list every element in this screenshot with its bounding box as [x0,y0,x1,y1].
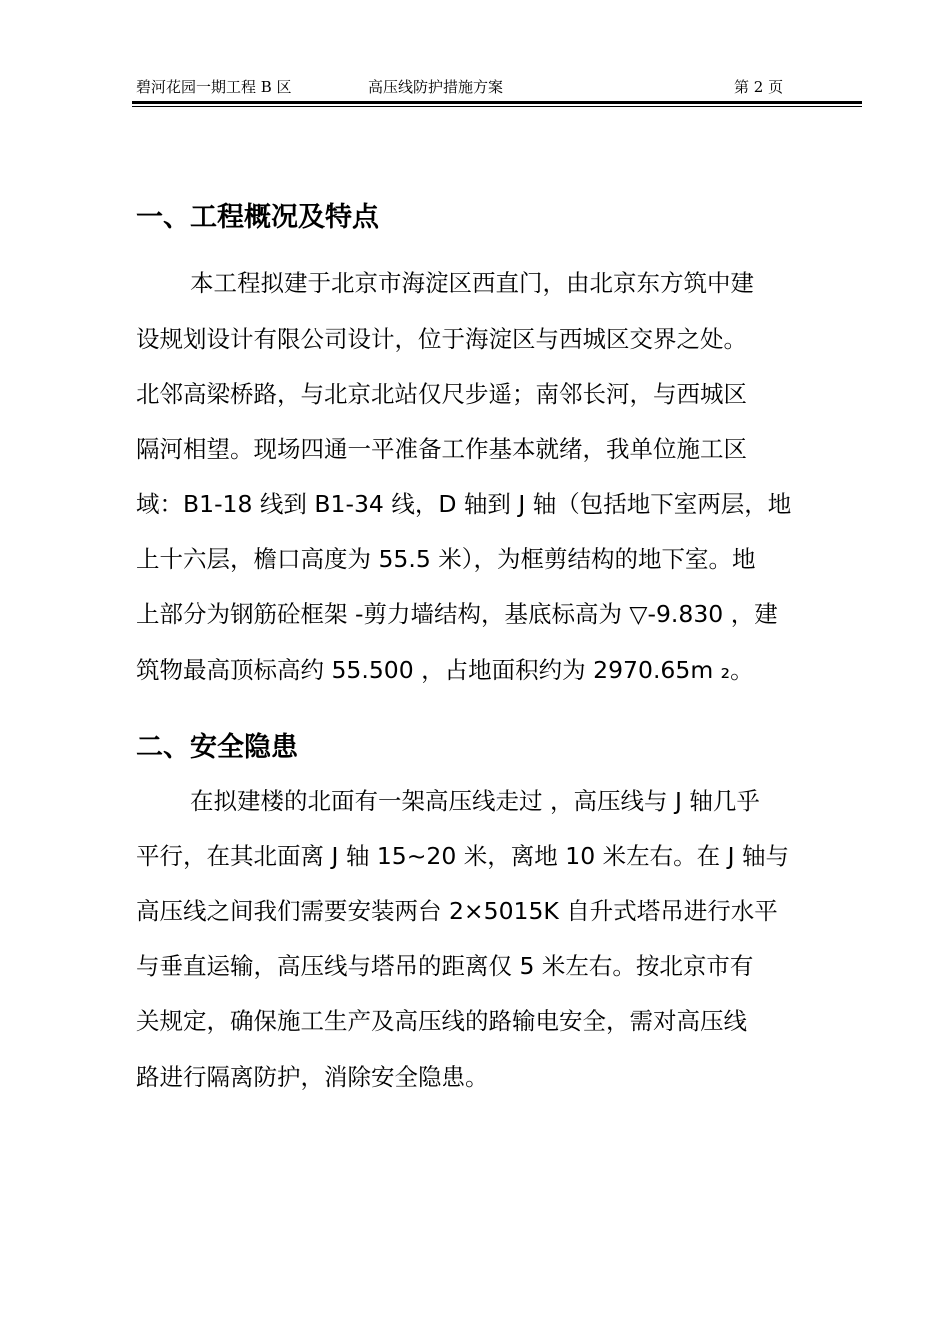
paragraph-line: 设规划设计有限公司设计，位于海淀区与西城区交界之处。 [136,325,747,353]
paragraph-line: 平行，在其北面离 J 轴 15~20 米，离地 10 米左右。在 J 轴与 [136,842,790,870]
paragraph-line: 路进行隔离防护，消除安全隐患。 [136,1063,489,1091]
paragraph-line: 高压线之间我们需要安装两台 2×5015K 自升式塔吊进行水平 [136,897,778,925]
paragraph-line: 关规定，确保施工生产及高压线的路输电安全，需对高压线 [136,1007,747,1035]
paragraph-line: 上十六层，檐口高度为 55.5 米），为框剪结构的地下室。地 [136,545,756,573]
paragraph-line: 在拟建楼的北面有一架高压线走过 ，高压线与 J 轴几乎 [190,787,760,815]
header-rule-thick [132,101,862,104]
section-heading-overview: 一、工程概况及特点 [136,202,379,233]
paragraph-line: 本工程拟建于北京市海淀区西直门，由北京东方筑中建 [190,269,754,297]
paragraph-line: 上部分为钢筋砼框架 -剪力墙结构，基底标高为 ▽-9.830 ，建 [136,600,778,628]
header-rule-thin [132,106,862,107]
paragraph-line: 北邻高梁桥路，与北京北站仅尺步遥；南邻长河，与西城区 [136,380,747,408]
section-heading-safety-hazards: 二、安全隐患 [136,732,298,763]
header-document-title: 高压线防护措施方案 [368,78,504,96]
page-header [136,76,860,98]
paragraph-line: 筑物最高顶标高约 55.500 ，占地面积约为 2970.65m ₂。 [136,656,754,684]
paragraph-line: 与垂直运输，高压线与塔吊的距离仅 5 米左右。按北京市有 [136,952,754,980]
header-page-number: 第 2 页 [734,78,784,96]
paragraph-line: 域：B1-18 线到 B1-34 线，D 轴到 J 轴（包括地下室两层，地 [136,490,792,518]
header-project-name: 碧河花园一期工程 B 区 [136,78,292,96]
paragraph-line: 隔河相望。现场四通一平准备工作基本就绪，我单位施工区 [136,435,747,463]
